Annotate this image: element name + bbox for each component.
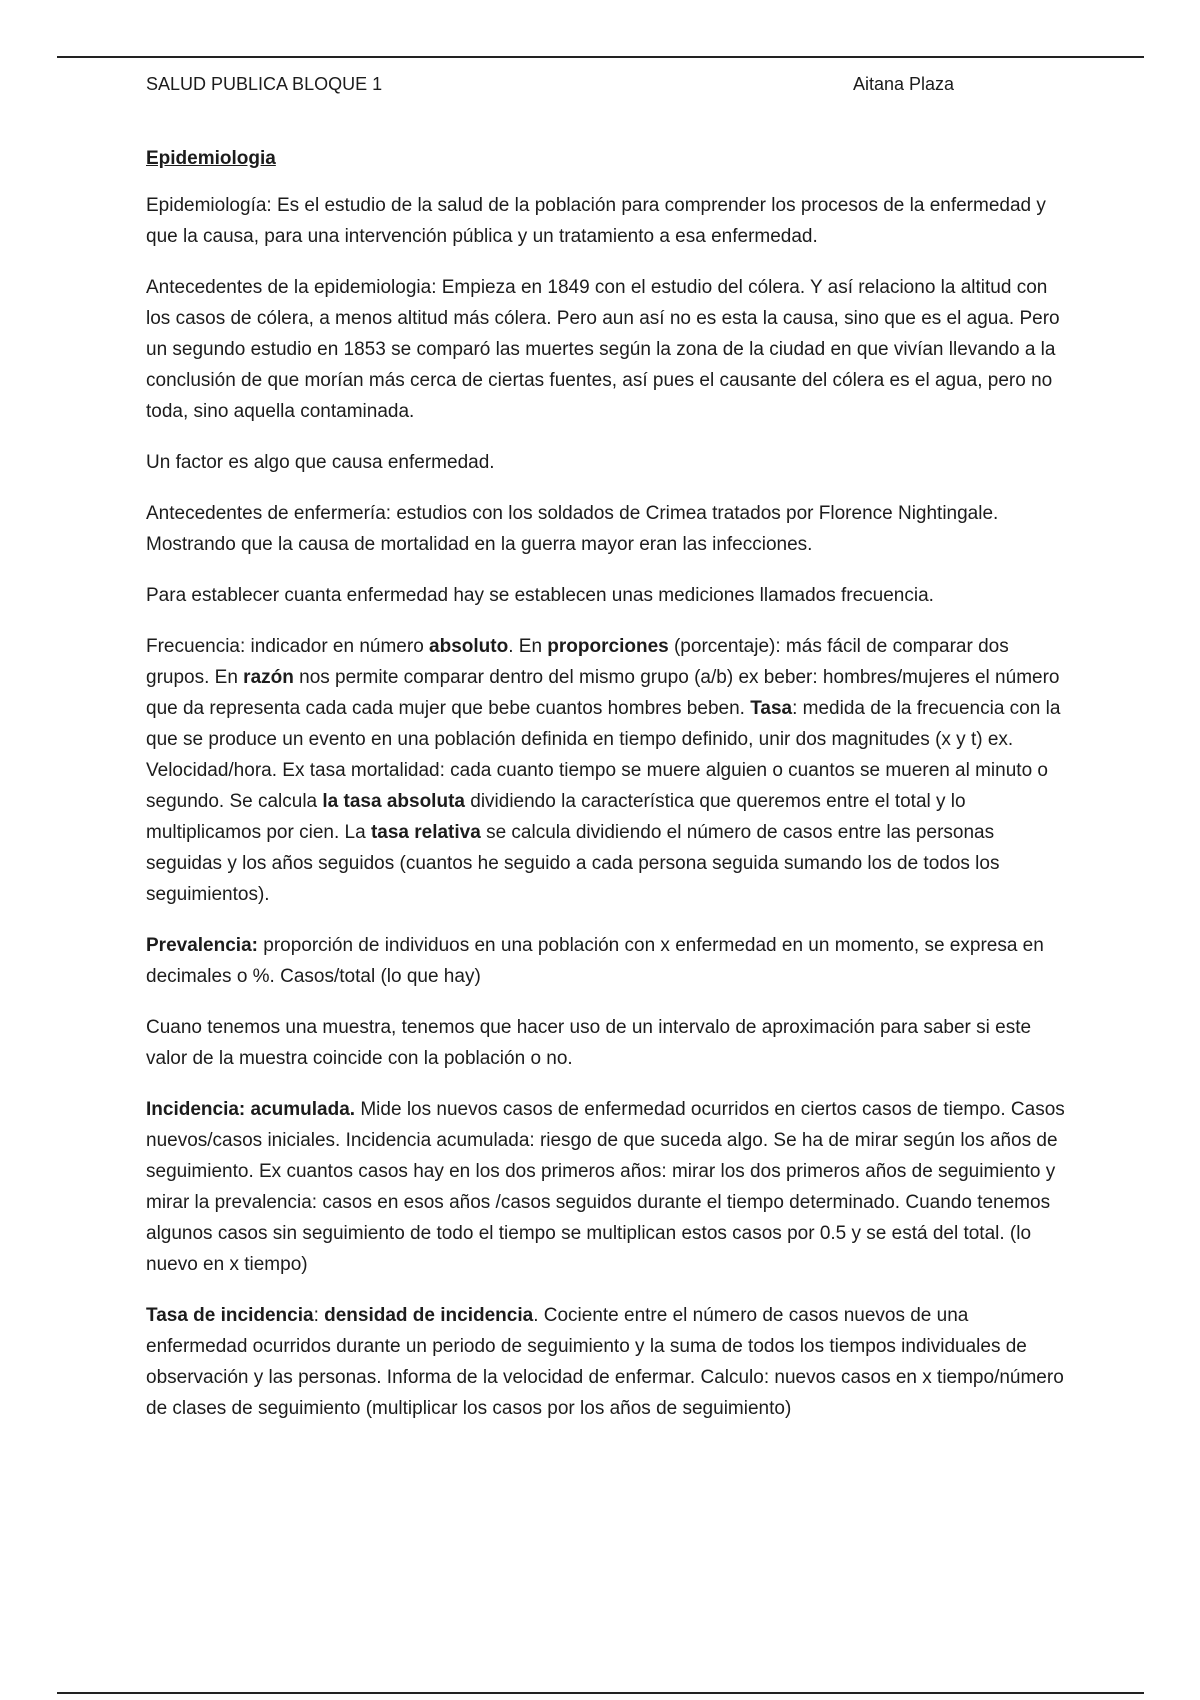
text-run: Frecuencia: indicador en número	[146, 636, 430, 657]
paragraph	[146, 498, 1066, 560]
paragraph	[146, 447, 1066, 478]
paragraph	[146, 272, 1066, 427]
bold-term: absoluto	[429, 636, 509, 657]
bold-term: Incidencia: acumulada.	[146, 1099, 356, 1120]
document-body	[146, 146, 1066, 1444]
paragraph	[146, 1094, 1066, 1280]
bold-term: razón	[243, 667, 294, 688]
text-run: dividiendo la característica que queremos entre el total y lo multiplicamos por cien. La	[146, 791, 966, 843]
text-run: nos permite comparar dentro del mismo grupo (a/b) ex beber: hombres/mujeres el número que da representa cada cada mujer que bebe cuantos hombres beben.	[146, 667, 1060, 719]
bold-term: Tasa de incidencia	[146, 1305, 314, 1326]
paragraph	[146, 580, 1066, 611]
bold-term: densidad de incidencia	[324, 1305, 534, 1326]
footer-rule	[57, 1692, 1144, 1694]
bold-term: tasa relativa	[370, 822, 481, 843]
bold-term: la tasa absoluta	[322, 791, 465, 812]
paragraph	[146, 1300, 1066, 1424]
bold-term: Tasa	[750, 698, 793, 719]
text-run: Antecedentes de enfermería: estudios con los soldados de Crimea tratados por Florence Nightingale. Mostrando que la causa de mortalidad en la guerra mayor eran las infecciones.	[146, 503, 999, 555]
author-name: Aitana Plaza	[853, 74, 955, 94]
paragraph	[146, 930, 1066, 992]
text-run: (porcentaje): más fácil de comparar dos grupos. En	[146, 636, 1009, 688]
paragraph	[146, 190, 1066, 252]
paragraph	[146, 631, 1066, 910]
text-run: . Cociente entre el número de casos nuevos de una enfermedad ocurridos durante un periodo de seguimiento y la suma de todos los tiempos individuales de observación y las personas. Informa de la velocidad de enfermar. Calculo: nuevos casos en x tiempo/número de clases de seguimiento (multiplicar los casos por los años de seguimiento)	[146, 1305, 1064, 1419]
paragraph	[146, 1012, 1066, 1074]
page-header	[146, 74, 961, 100]
text-run: : medida de la frecuencia con la que se produce un evento en una población definida en tiempo definido, unir dos magnitudes (x y t) ex. Velocidad/hora. Ex tasa mortalidad: cada cuanto tiempo se muere alguien o cuantos se mueren al minuto o segundo. Se calcula	[146, 698, 1061, 812]
text-run: Para establecer cuanta enfermedad hay se establecen unas mediciones llamados frecuencia.	[146, 585, 934, 606]
text-run: Epidemiología: Es el estudio de la salud de la población para comprender los procesos de la enfermedad y que la causa, para una intervención pública y un tratamiento a esa enfermedad.	[146, 195, 1046, 247]
text-run: se calcula dividiendo el número de casos entre las personas seguidas y los años seguidos (cuantos he seguido a cada persona seguida sumando los de todos los seguimientos).	[146, 822, 1000, 905]
text-run: Mide los nuevos casos de enfermedad ocurridos en ciertos casos de tiempo. Casos nuevos/casos iniciales. Incidencia acumulada: riesgo de que suceda algo. Se ha de mirar según los años de seguimiento. Ex cuantos casos hay en los dos primeros años: mirar los dos primeros años de seguimiento y mirar la prevalencia: casos en esos años /casos seguidos durante el tiempo determinado. Cuando tenemos algunos casos sin seguimiento de todo el tiempo se multiplican estos casos por 0.5 y se está del total. (lo nuevo en x tiempo)	[146, 1099, 1065, 1275]
text-run: proporción de individuos en una población con x enfermedad en un momento, se expresa en decimales o %. Casos/total (lo que hay)	[146, 935, 1044, 987]
text-run: :	[313, 1305, 325, 1326]
text-run: . En	[508, 636, 548, 657]
header-rule	[57, 56, 1144, 58]
bold-term: proporciones	[547, 636, 669, 657]
document-title: SALUD PUBLICA BLOQUE 1	[146, 74, 383, 94]
text-run: Antecedentes de la epidemiologia: Empieza en 1849 con el estudio del cólera. Y así relaciono la altitud con los casos de cólera, a menos altitud más cólera. Pero aun así no es esta la causa, sino que es el agua. Pero un segundo estudio en 1853 se comparó las muertes según la zona de la ciudad en que vivían llevando a la conclusión de que morían más cerca de ciertas fuentes, así pues el causante del cólera es el agua, pero no toda, sino aquella contaminada.	[146, 277, 1060, 422]
section-title: Epidemiologia	[146, 148, 276, 169]
bold-term: Prevalencia:	[146, 935, 258, 956]
text-run: Cuano tenemos una muestra, tenemos que hacer uso de un intervalo de aproximación para saber si este valor de la muestra coincide con la población o no.	[146, 1017, 1032, 1069]
paragraph-list	[146, 190, 1066, 1424]
text-run: Un factor es algo que causa enfermedad.	[146, 452, 495, 473]
